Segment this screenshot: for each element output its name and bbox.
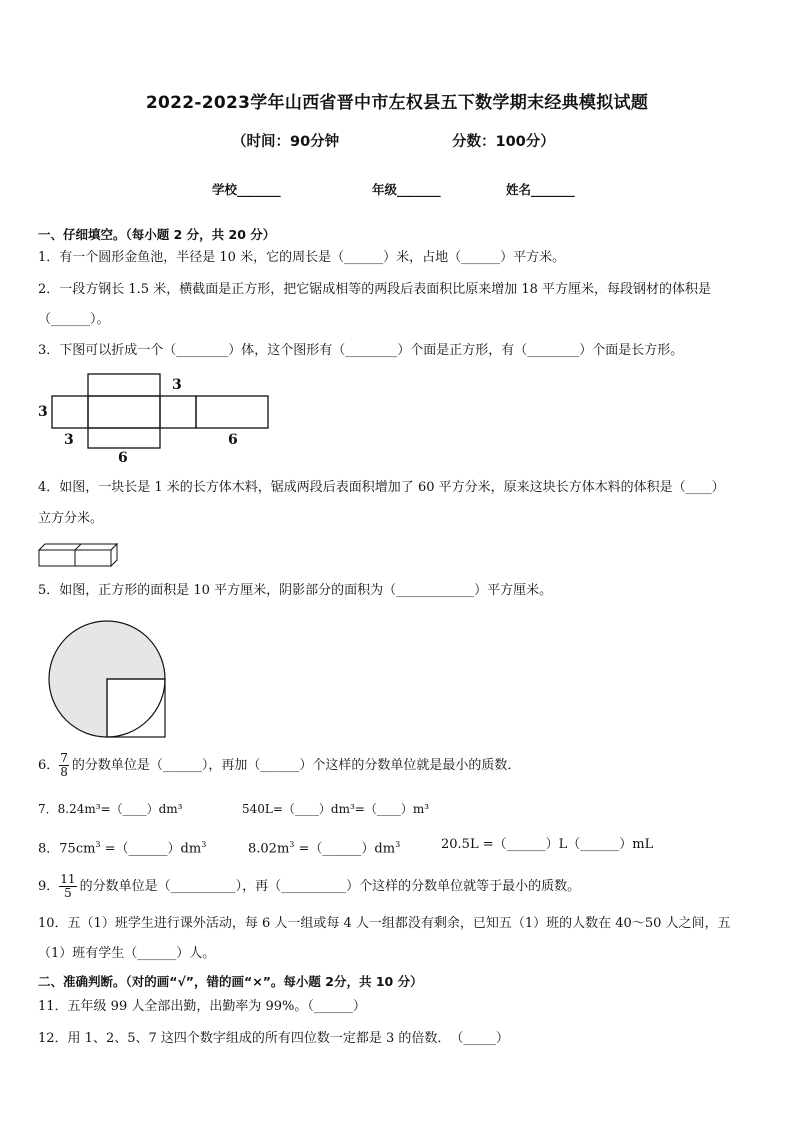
inner-square	[107, 679, 165, 737]
score-label: 分数：100分）	[452, 134, 555, 150]
question-2-line2: （______）。	[38, 312, 110, 327]
fraction-11-5	[59, 873, 76, 900]
net-front-face	[88, 396, 160, 428]
question-3: 3．下图可以折成一个（________）体，这个图形有（________）个面是正方形，有（________）个面是长方形。	[38, 343, 684, 358]
question-10-line1: 10．五（1）班学生进行课外活动，每 6 人一组或每 4 人一组都没有剩余，已知五（1）班的人数在 40～50 人之间，五	[38, 916, 731, 931]
fraction-numerator: 7	[60, 751, 68, 765]
question-12: 12．用 1、2、5、7 这四个数字组成的所有四位数一定都是 3 的倍数． （_____）	[38, 1031, 509, 1046]
school-field: 学校_______	[212, 182, 281, 197]
page-title: 2022-2023学年山西省晋中市左权县五下数学期末经典模拟试题	[145, 93, 649, 113]
q8a-sup: 3	[95, 840, 101, 849]
q8a-sup2: 3	[201, 840, 207, 849]
time-label: （时间：90分钟	[232, 134, 340, 150]
q8b-pre: 8.02m	[248, 841, 290, 857]
question-5: 5．如图，正方形的面积是 10 平方厘米，阴影部分的面积为（____________）平方厘米。	[38, 583, 553, 598]
question-8-part2	[248, 834, 400, 860]
question-9	[38, 873, 580, 900]
question-4-line2: 立方分米。	[38, 511, 104, 526]
question-8-part1	[38, 834, 206, 860]
fraction-numerator: 11	[60, 872, 76, 886]
q8b-sup: 3	[289, 840, 295, 849]
question-6	[38, 752, 520, 779]
net-label-bottom-left: 3	[64, 432, 74, 448]
net-back-face	[196, 396, 268, 428]
fraction-denominator: 8	[60, 765, 68, 779]
question-4-line1: 4．如图，一块长是 1 米的长方体木料，锯成两段后表面积增加了 60 平方分米，原来这块长方体木料的体积是（____）	[38, 480, 725, 495]
question-6-text: 的分数单位是（______），再加（______）个这样的分数单位就是最小的质数．	[71, 758, 521, 773]
wood-block-figure	[38, 542, 122, 568]
net-label-top: 3	[172, 377, 182, 393]
section-heading-fill: 一、仔细填空。（每小题 2 分，共 20 分）	[38, 227, 276, 242]
question-6-prefix: 6．	[38, 758, 60, 773]
question-9-text: 的分数单位是（__________），再（__________）个这样的分数单位就等于最小的质数。	[79, 879, 581, 894]
question-8-part3: 20.5L =（______）L（______）mL	[441, 837, 654, 852]
cuboid-net-figure	[36, 370, 276, 466]
net-label-bottom-right: 6	[228, 432, 238, 448]
net-left-face	[52, 396, 88, 428]
circle-square-figure	[44, 618, 172, 740]
grade-field: 年级_______	[372, 182, 441, 197]
question-7-part2: 540L=（____）dm³=（____）m³	[242, 802, 430, 816]
question-1: 1．有一个圆形金鱼池，半径是 10 米，它的周长是（______）米，占地（______）平方米。	[38, 250, 566, 265]
section-heading-judge: 二、准确判断。（对的画“√”，错的画“×”。每小题 2分，共 10 分）	[38, 974, 423, 989]
net-label-bottom: 6	[118, 450, 128, 466]
question-10-line2: （1）班有学生（______）人。	[38, 946, 216, 961]
net-bottom-face	[88, 428, 160, 448]
question-2-line1: 2．一段方钢长 1.5 米，横截面是正方形，把它锯成相等的两段后表面积比原来增加 18 平方厘米，每段钢材的体积是	[38, 282, 712, 297]
net-label-left: 3	[38, 404, 48, 420]
net-top-face	[88, 374, 160, 396]
question-9-prefix: 9．	[38, 879, 60, 894]
fraction-denominator: 5	[64, 886, 72, 900]
question-7-part1: 7．8.24m³=（____）dm³	[38, 802, 183, 816]
q8a-pre: 8．75cm	[38, 841, 96, 857]
name-field: 姓名_______	[506, 182, 575, 197]
q8b-mid: =（______）dm	[294, 841, 396, 857]
fraction-7-8	[59, 752, 69, 779]
q8b-sup2: 3	[395, 840, 401, 849]
q8a-mid: =（______）dm	[100, 841, 202, 857]
net-right-face	[160, 396, 196, 428]
question-11: 11．五年级 99 人全部出勤，出勤率为 99%。（______）	[38, 999, 366, 1014]
